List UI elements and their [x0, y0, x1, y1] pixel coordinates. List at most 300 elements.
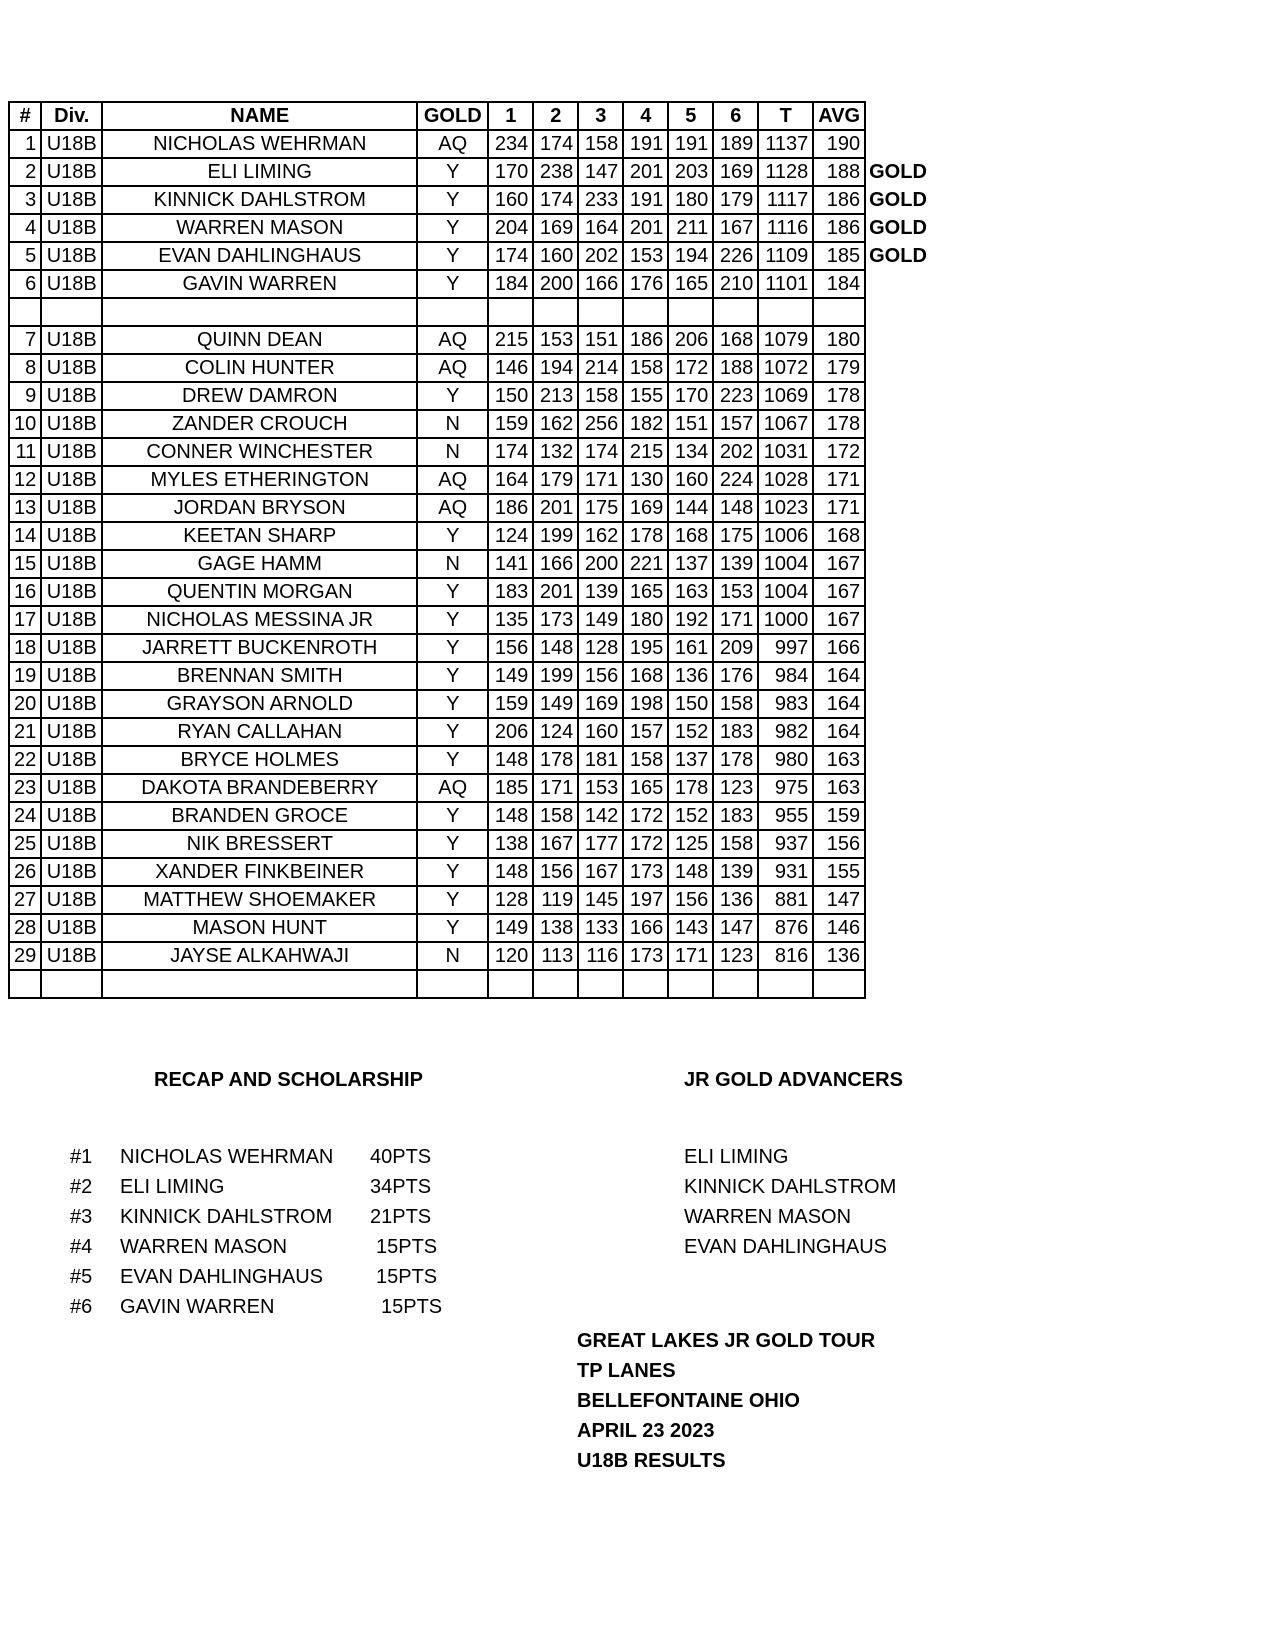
cell-total: 937 — [758, 830, 813, 858]
cell-div: U18B — [41, 550, 102, 578]
cell-game-3: 167 — [578, 858, 623, 886]
cell-game-2 — [533, 970, 578, 998]
cell-game-5: 125 — [668, 830, 713, 858]
cell-game-1: 148 — [488, 746, 533, 774]
cell-gold-flag — [865, 494, 935, 522]
cell-game-5: 136 — [668, 662, 713, 690]
cell-avg: 178 — [813, 410, 865, 438]
cell-total: 997 — [758, 634, 813, 662]
cell-total: 1031 — [758, 438, 813, 466]
cell-div: U18B — [41, 914, 102, 942]
cell-rank: 23 — [9, 774, 41, 802]
cell-div — [41, 298, 102, 326]
cell-game-6 — [713, 970, 758, 998]
cell-game-5: 151 — [668, 410, 713, 438]
cell-avg: 164 — [813, 718, 865, 746]
cell-rank: 16 — [9, 578, 41, 606]
cell-name: NICHOLAS WEHRMAN — [102, 130, 417, 158]
cell-game-5: 150 — [668, 690, 713, 718]
cell-game-5: 148 — [668, 858, 713, 886]
cell-game-5: 160 — [668, 466, 713, 494]
cell-div: U18B — [41, 662, 102, 690]
cell-rank: 22 — [9, 746, 41, 774]
cell-game-3 — [578, 298, 623, 326]
cell-avg: 179 — [813, 354, 865, 382]
cell-gold-flag — [865, 270, 935, 298]
cell-game-1: 183 — [488, 578, 533, 606]
cell-div: U18B — [41, 438, 102, 466]
cell-name: NICHOLAS MESSINA JR — [102, 606, 417, 634]
cell-total: 1079 — [758, 326, 813, 354]
cell-game-6: 183 — [713, 802, 758, 830]
cell-game-6: 139 — [713, 550, 758, 578]
cell-rank: 20 — [9, 690, 41, 718]
recap-name: GAVIN WARREN — [120, 1296, 275, 1318]
cell-name: QUENTIN MORGAN — [102, 578, 417, 606]
cell-game-3: 156 — [578, 662, 623, 690]
cell-game-4: 215 — [623, 438, 668, 466]
table-row — [9, 242, 935, 270]
cell-game-3: 162 — [578, 522, 623, 550]
cell-avg: 185 — [813, 242, 865, 270]
cell-div: U18B — [41, 858, 102, 886]
table-row — [9, 690, 935, 718]
cell-total: 931 — [758, 858, 813, 886]
cell-total: 1116 — [758, 214, 813, 242]
cell-game-1: 185 — [488, 774, 533, 802]
table-row — [9, 494, 935, 522]
cell-game-1: 204 — [488, 214, 533, 242]
cell-div — [41, 970, 102, 998]
cell-rank: 28 — [9, 914, 41, 942]
cell-game-5: 137 — [668, 746, 713, 774]
recap-points: 15PTS — [376, 1266, 438, 1288]
cell-game-3: 160 — [578, 718, 623, 746]
cell-gold-flag — [865, 746, 935, 774]
cell-rank: 11 — [9, 438, 41, 466]
cell-total: 1137 — [758, 130, 813, 158]
cell-gold-flag — [865, 130, 935, 158]
header-name: NAME — [102, 102, 417, 130]
event-tour-name: GREAT LAKES JR GOLD TOUR — [577, 1330, 876, 1352]
recap-points: 15PTS — [381, 1296, 443, 1318]
cell-game-1: 234 — [488, 130, 533, 158]
cell-gold: N — [417, 942, 488, 970]
table-row — [9, 774, 935, 802]
cell-name: GAVIN WARREN — [102, 270, 417, 298]
cell-game-4: 158 — [623, 354, 668, 382]
cell-div: U18B — [41, 270, 102, 298]
cell-game-4 — [623, 298, 668, 326]
cell-rank: 10 — [9, 410, 41, 438]
cell-game-6: 224 — [713, 466, 758, 494]
cell-game-6: 189 — [713, 130, 758, 158]
cell-game-4: 157 — [623, 718, 668, 746]
cell-game-5: 170 — [668, 382, 713, 410]
event-info — [577, 1330, 875, 1480]
cell-gold: Y — [417, 718, 488, 746]
cell-gold: AQ — [417, 774, 488, 802]
cell-total: 1023 — [758, 494, 813, 522]
table-row — [9, 466, 935, 494]
cell-total: 1067 — [758, 410, 813, 438]
cell-total: 1004 — [758, 578, 813, 606]
cell-game-4: 201 — [623, 214, 668, 242]
cell-game-3: 149 — [578, 606, 623, 634]
cell-game-4: 176 — [623, 270, 668, 298]
cell-gold-flag — [865, 774, 935, 802]
cell-total: 876 — [758, 914, 813, 942]
cell-name: GAGE HAMM — [102, 550, 417, 578]
cell-gold-flag — [865, 718, 935, 746]
cell-game-3: 147 — [578, 158, 623, 186]
cell-game-1: 206 — [488, 718, 533, 746]
table-row — [9, 382, 935, 410]
cell-game-5: 134 — [668, 438, 713, 466]
cell-gold-flag — [865, 606, 935, 634]
table-row — [9, 550, 935, 578]
cell-name: CONNER WINCHESTER — [102, 438, 417, 466]
cell-div: U18B — [41, 466, 102, 494]
table-row — [9, 214, 935, 242]
cell-game-1: 124 — [488, 522, 533, 550]
cell-total: 975 — [758, 774, 813, 802]
table-row — [9, 606, 935, 634]
advancer-name: ELI LIMING — [684, 1146, 789, 1168]
cell-rank: 14 — [9, 522, 41, 550]
cell-gold-flag — [865, 886, 935, 914]
cell-name: BRYCE HOLMES — [102, 746, 417, 774]
cell-game-3: 158 — [578, 382, 623, 410]
cell-game-3: 116 — [578, 942, 623, 970]
cell-gold — [417, 970, 488, 998]
cell-game-4: 165 — [623, 578, 668, 606]
cell-gold-flag — [865, 942, 935, 970]
event-date: APRIL 23 2023 — [577, 1420, 715, 1442]
cell-total: 1117 — [758, 186, 813, 214]
cell-game-6: 178 — [713, 746, 758, 774]
cell-rank: 13 — [9, 494, 41, 522]
cell-game-4: 165 — [623, 774, 668, 802]
cell-game-6: 153 — [713, 578, 758, 606]
cell-avg: 184 — [813, 270, 865, 298]
cell-gold-flag — [865, 466, 935, 494]
cell-game-6: 123 — [713, 942, 758, 970]
cell-div: U18B — [41, 578, 102, 606]
cell-total: 984 — [758, 662, 813, 690]
cell-gold-flag — [865, 410, 935, 438]
cell-game-5: 172 — [668, 354, 713, 382]
cell-game-5: 156 — [668, 886, 713, 914]
cell-game-2: 199 — [533, 662, 578, 690]
table-header-row — [9, 102, 935, 130]
cell-div: U18B — [41, 326, 102, 354]
cell-game-3: 214 — [578, 354, 623, 382]
cell-avg: 164 — [813, 662, 865, 690]
cell-rank: 4 — [9, 214, 41, 242]
cell-div: U18B — [41, 214, 102, 242]
cell-total: 1069 — [758, 382, 813, 410]
event-venue: TP LANES — [577, 1360, 676, 1382]
table-row — [9, 886, 935, 914]
cell-game-3: 169 — [578, 690, 623, 718]
cell-gold: Y — [417, 746, 488, 774]
cell-game-6: 158 — [713, 830, 758, 858]
cell-game-2: 156 — [533, 858, 578, 886]
cell-game-6: 139 — [713, 858, 758, 886]
cell-game-3: 151 — [578, 326, 623, 354]
cell-game-5: 206 — [668, 326, 713, 354]
cell-game-5: 163 — [668, 578, 713, 606]
cell-avg: 159 — [813, 802, 865, 830]
cell-game-6: 158 — [713, 690, 758, 718]
cell-name: NIK BRESSERT — [102, 830, 417, 858]
cell-total: 1000 — [758, 606, 813, 634]
cell-game-1: 186 — [488, 494, 533, 522]
cell-gold-flag — [865, 298, 935, 326]
cell-gold-flag: GOLD — [869, 216, 927, 239]
cell-game-2: 200 — [533, 270, 578, 298]
advancers-list — [684, 1146, 896, 1266]
cell-avg — [813, 298, 865, 326]
cell-game-2: 201 — [533, 494, 578, 522]
cell-game-2: 174 — [533, 130, 578, 158]
cell-gold-flag — [865, 970, 935, 998]
cell-game-5: 203 — [668, 158, 713, 186]
cell-avg — [813, 970, 865, 998]
cell-name — [102, 298, 417, 326]
recap-item — [70, 1146, 450, 1176]
cell-game-4: 173 — [623, 942, 668, 970]
cell-game-5: 192 — [668, 606, 713, 634]
cell-game-2: 138 — [533, 914, 578, 942]
cell-name: ZANDER CROUCH — [102, 410, 417, 438]
cell-total — [758, 298, 813, 326]
cell-gold-flag — [865, 634, 935, 662]
cell-div: U18B — [41, 634, 102, 662]
header-rank: # — [9, 102, 41, 130]
cell-rank: 1 — [9, 130, 41, 158]
cell-gold: AQ — [417, 494, 488, 522]
cell-game-5: 161 — [668, 634, 713, 662]
cell-game-3: 164 — [578, 214, 623, 242]
cell-game-4: 172 — [623, 830, 668, 858]
cell-gold: Y — [417, 802, 488, 830]
cell-game-2: 113 — [533, 942, 578, 970]
cell-gold-flag — [865, 662, 935, 690]
cell-game-4: 153 — [623, 242, 668, 270]
table-row — [9, 410, 935, 438]
cell-game-3: 153 — [578, 774, 623, 802]
cell-game-2: 158 — [533, 802, 578, 830]
cell-game-1: 135 — [488, 606, 533, 634]
advancers-heading: JR GOLD ADVANCERS — [684, 1069, 903, 1091]
header-game-4: 4 — [623, 102, 668, 130]
cell-gold: Y — [417, 158, 488, 186]
cell-rank: 19 — [9, 662, 41, 690]
cell-game-2: 148 — [533, 634, 578, 662]
recap-rank: #4 — [70, 1236, 93, 1258]
cell-div: U18B — [41, 606, 102, 634]
table-row — [9, 746, 935, 774]
recap-item — [70, 1266, 450, 1296]
cell-div: U18B — [41, 158, 102, 186]
cell-gold-flag: GOLD — [869, 160, 927, 183]
table-row — [9, 942, 935, 970]
cell-total: 1006 — [758, 522, 813, 550]
cell-gold: N — [417, 438, 488, 466]
cell-gold-flag — [865, 830, 935, 858]
cell-rank: 27 — [9, 886, 41, 914]
cell-gold: Y — [417, 690, 488, 718]
cell-game-5: 178 — [668, 774, 713, 802]
cell-game-1: 141 — [488, 550, 533, 578]
cell-game-6: 169 — [713, 158, 758, 186]
cell-div: U18B — [41, 942, 102, 970]
cell-avg: 180 — [813, 326, 865, 354]
cell-game-3: 233 — [578, 186, 623, 214]
cell-game-2: 178 — [533, 746, 578, 774]
recap-item — [70, 1296, 450, 1326]
cell-avg: 172 — [813, 438, 865, 466]
cell-gold: Y — [417, 214, 488, 242]
cell-avg: 163 — [813, 774, 865, 802]
cell-game-4: 191 — [623, 186, 668, 214]
cell-game-6: 183 — [713, 718, 758, 746]
cell-game-2: 149 — [533, 690, 578, 718]
cell-game-6: 210 — [713, 270, 758, 298]
cell-game-2: 119 — [533, 886, 578, 914]
recap-name: EVAN DAHLINGHAUS — [120, 1266, 324, 1288]
cell-gold-flag — [865, 382, 935, 410]
cell-avg: 164 — [813, 690, 865, 718]
cell-game-6: 202 — [713, 438, 758, 466]
recap-rank: #5 — [70, 1266, 93, 1288]
cell-name: XANDER FINKBEINER — [102, 858, 417, 886]
cell-game-2: 194 — [533, 354, 578, 382]
cell-gold: Y — [417, 242, 488, 270]
cell-name: DREW DAMRON — [102, 382, 417, 410]
recap-name: KINNICK DAHLSTROM — [120, 1206, 333, 1228]
cell-game-5 — [668, 298, 713, 326]
cell-name: QUINN DEAN — [102, 326, 417, 354]
cell-div: U18B — [41, 522, 102, 550]
table-row-blank — [9, 970, 935, 998]
cell-gold-flag — [865, 438, 935, 466]
cell-rank: 17 — [9, 606, 41, 634]
cell-total: 881 — [758, 886, 813, 914]
table-row-blank — [9, 298, 935, 326]
cell-gold-flag — [865, 690, 935, 718]
cell-avg: 166 — [813, 634, 865, 662]
cell-game-1: 159 — [488, 690, 533, 718]
table-row — [9, 858, 935, 886]
cell-gold — [417, 298, 488, 326]
cell-game-2: 162 — [533, 410, 578, 438]
cell-avg: 188 — [813, 158, 865, 186]
recap-rank: #6 — [70, 1296, 93, 1318]
table-row — [9, 662, 935, 690]
advancer-name: EVAN DAHLINGHAUS — [684, 1236, 888, 1258]
recap-points: 40PTS — [370, 1146, 432, 1168]
cell-name: JORDAN BRYSON — [102, 494, 417, 522]
cell-total: 1109 — [758, 242, 813, 270]
cell-avg: 136 — [813, 942, 865, 970]
cell-rank: 7 — [9, 326, 41, 354]
cell-game-1: 148 — [488, 802, 533, 830]
cell-game-3: 256 — [578, 410, 623, 438]
cell-avg: 167 — [813, 606, 865, 634]
cell-gold-flag — [865, 354, 935, 382]
cell-gold: N — [417, 550, 488, 578]
cell-gold: AQ — [417, 354, 488, 382]
cell-game-1 — [488, 298, 533, 326]
event-location: BELLEFONTAINE OHIO — [577, 1390, 800, 1412]
cell-total: 1072 — [758, 354, 813, 382]
cell-game-6: 157 — [713, 410, 758, 438]
cell-game-1: 150 — [488, 382, 533, 410]
cell-game-4: 168 — [623, 662, 668, 690]
recap-item — [70, 1236, 450, 1266]
cell-game-2: 179 — [533, 466, 578, 494]
recap-points: 21PTS — [370, 1206, 432, 1228]
cell-game-2 — [533, 298, 578, 326]
cell-gold: AQ — [417, 326, 488, 354]
table-row — [9, 830, 935, 858]
cell-total: 1128 — [758, 158, 813, 186]
cell-game-4: 197 — [623, 886, 668, 914]
cell-game-6: 175 — [713, 522, 758, 550]
cell-rank: 6 — [9, 270, 41, 298]
cell-game-5: 144 — [668, 494, 713, 522]
cell-game-1 — [488, 970, 533, 998]
cell-gold: AQ — [417, 466, 488, 494]
table-row — [9, 270, 935, 298]
cell-name: COLIN HUNTER — [102, 354, 417, 382]
cell-name — [102, 970, 417, 998]
cell-rank: 21 — [9, 718, 41, 746]
cell-game-1: 146 — [488, 354, 533, 382]
cell-game-5: 171 — [668, 942, 713, 970]
cell-avg: 147 — [813, 886, 865, 914]
cell-avg: 155 — [813, 858, 865, 886]
cell-avg: 163 — [813, 746, 865, 774]
cell-game-1: 184 — [488, 270, 533, 298]
cell-gold-flag — [865, 802, 935, 830]
cell-game-1: 159 — [488, 410, 533, 438]
cell-gold-flag — [865, 914, 935, 942]
cell-game-1: 174 — [488, 438, 533, 466]
cell-avg: 186 — [813, 186, 865, 214]
cell-rank: 12 — [9, 466, 41, 494]
cell-game-1: 128 — [488, 886, 533, 914]
table-row — [9, 438, 935, 466]
cell-game-2: 169 — [533, 214, 578, 242]
cell-div: U18B — [41, 354, 102, 382]
cell-gold: AQ — [417, 130, 488, 158]
cell-rank: 29 — [9, 942, 41, 970]
header-game-3: 3 — [578, 102, 623, 130]
cell-game-6: 136 — [713, 886, 758, 914]
cell-name: BRANDEN GROCE — [102, 802, 417, 830]
table-row — [9, 914, 935, 942]
cell-game-3: 158 — [578, 130, 623, 158]
cell-gold: Y — [417, 662, 488, 690]
cell-avg: 168 — [813, 522, 865, 550]
cell-game-3 — [578, 970, 623, 998]
cell-game-3: 166 — [578, 270, 623, 298]
cell-game-1: 149 — [488, 914, 533, 942]
